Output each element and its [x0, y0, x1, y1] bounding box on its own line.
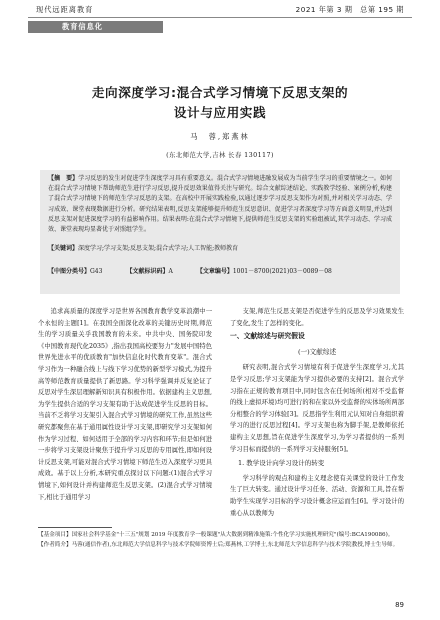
section-heading: 一、文献综述与研究假设	[230, 332, 305, 341]
footnotes	[38, 531, 404, 550]
fund-note: 【基金项目】国家社会科学基金"十三五"规划 2019 年度教育学一般课题"从大数据到精准施策:个性化学习实施机理研究"(编号:BCA190086)。	[38, 532, 394, 538]
article-no-label: 【文章编号】	[196, 268, 233, 275]
classification-row	[48, 266, 392, 275]
keywords-label: 【关键词】	[48, 245, 79, 252]
header-rule	[28, 17, 412, 18]
doc-code-field	[126, 266, 172, 275]
subsection-heading: (一)文献综述	[297, 347, 337, 356]
article-no-field	[197, 266, 332, 275]
footnote-rule	[38, 527, 112, 528]
clc-label: 【中图分类号】	[48, 268, 91, 275]
subsection-heading: 1. 教学设计向学习设计的转变	[238, 459, 325, 468]
page-number: 89	[395, 601, 404, 609]
body-column-left	[38, 306, 212, 503]
body-paragraph: 学习科学的观点和建构主义理念使有关课堂的设计工作发生了巨大转变。通过设计学习任务、活动、资源和工具,旨在帮助学生实现学习目标的学习设计概念应运而生[6]。学习设计的重心从以教师为	[230, 474, 404, 517]
journal-name: 现代远距离教育	[36, 5, 94, 14]
authors: 马 蓉,郑燕林	[190, 132, 250, 141]
body-column-right	[230, 306, 404, 519]
body-paragraph: 追求高质量的深度学习是世界各国教育教学变革浪潮中一个永恒的主题[1]。在我国全面深化改革的关键历史时期,师范生的学习质量关乎我国教育的未来。中共中央、国务院印发《中国教育现代化2035》,指出我国高校要努力"发展中国特色世界先进水平的优质教育"加快信息化时代教育变革"。混合式学习作为一种融合线上与线下学习优势的新型学习模式,为提升高等师范教育质量提供了新思路。学习科学强调并反复论证了反思对学生深层理解新知识具有积极作用。依据建构主义思想,为学生提供合适的学习支架有助于达成促进学生反思的目标。当前不乏将学习支架引入混合式学习情境的研究工作,虽然这些研究都聚焦在基于通用属性设计学习支架,即研究学习支架如何作为学习过程、如何适用于全部的学习内容和环节;但是如何进一步将学习支架设计聚焦于提升学习反思的专用属性,即如何设计反思支架,可能对混合式学习情境下师范生迈入深度学习更具成效。基于以上分析,本研究重点探讨以下问题:(1)混合式学习情境下,如何设计并构建师范生反思支架。(2)混合式学习情境下,相比于通用学习	[38, 308, 212, 501]
keywords-line	[48, 244, 392, 254]
affiliation: (东北师范大学,吉林 长春 130117)	[166, 151, 274, 159]
clc-value: G43	[90, 268, 103, 275]
section-label: 教育信息化	[62, 22, 103, 31]
page-header	[0, 0, 440, 44]
doc-code-label: 【文献标识码】	[126, 268, 169, 275]
abstract-label: 【摘 要】	[48, 175, 79, 182]
article-title-line2: 设计与应用实践	[173, 105, 267, 120]
keywords: 深度学习;学习支架;反思支架;混合式学习;人工智能;教师教育	[78, 245, 239, 252]
author-note: 【作者简介】马蓉(通信作者),东北师范大学信息科学与技术学院师资博士后;郑燕林,工学博士,东北师范大学信息科学与技术学院教授,博士生导师。	[38, 541, 399, 548]
clc-field	[48, 266, 102, 275]
abstract-box	[40, 170, 400, 294]
issue-info: 2021 年第 3 期 总第 195 期	[295, 5, 404, 14]
body-paragraph: 研究表明,混合式学习情境有利于促进学生深度学习,尤其是学习反思;学习支架能为学习提供必要的支持[2]。混合式学习指在正规的教育项目中,同时包含在任何场所(相对不受监督的线上虚拟环境)均可进行的和在家以外受监督的实体场所两部分相整合的学习体验[3]。反思指学生利用元认知对自身组织着学习的进行反思过程[4]。学习支架也称为脚手架,是教师依托建构主义思想,旨在促进学生深度学习,为学习者提供的一系列学习目标而提供的一系列学习支持服务[5]。	[230, 364, 404, 453]
body-paragraph: 支架,师范生反思支架是否促进学生的反思及学习效果发生了变化,发生了怎样的变化。	[230, 308, 404, 327]
article-title-line1: 走向深度学习:混合式学习情境下反思支架的	[91, 85, 349, 100]
abstract-text	[48, 174, 392, 235]
abstract-body: 学习反思的发生对促进学生深度学习具有重要意义。混合式学习情境进融发展成为当前学生学习的重要情境之一。如何在混合式学习情境下帮助师范生进行学习反思,提升反思效果值得关注与研究。综合文献综述结论、实践教学经验、案例分析,构建了混合式学习情境下的师范生学习反思的支架。在高校中开展实践检验,以通过逐步学习反思支架作为对照,并对相关学习动态、学习成效、课堂表现数据进行分析。研究结果表明,反思支架能够提升师范生反思意识、促进学习者深度学习等方面意义明显,并达到反思支架对促进深度学习的有益影响作用。结果表明:在混合式学习情境下,提供师范生反思支架的实验组被试,其学习动态、学习成效、课堂表现均显著优于对照组学生。	[48, 175, 392, 234]
article-no-value: 1001－8700(2021)03－0089－08	[232, 268, 332, 275]
doc-code-value: A	[168, 268, 173, 275]
